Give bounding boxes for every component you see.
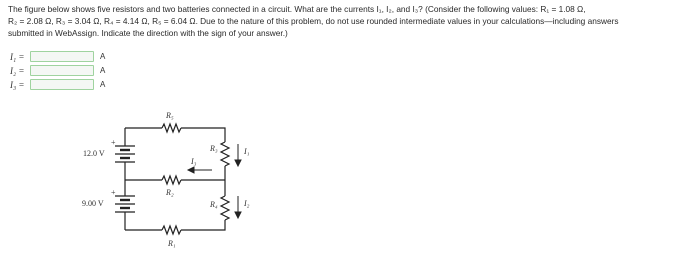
problem-statement xyxy=(8,3,692,40)
answer-input-i1[interactable] xyxy=(30,51,94,62)
problem-line-3: submitted in WebAssign. Indicate the direction with the sign of your answer.) xyxy=(8,28,288,39)
problem-line-1: The figure below shows five resistors and two batteries connected in a circuit. What are the currents I₁, I₂, and I₃? (Consider the following values: R₁ = 1.08 Ω, xyxy=(8,4,586,14)
resistor-r5 xyxy=(162,124,181,132)
resistor-r1 xyxy=(162,226,181,234)
label-r3: R₃ xyxy=(210,144,218,153)
label-i1: I₁ xyxy=(244,147,250,156)
answer-row-i3 xyxy=(10,78,105,91)
problem-line-2: R₂ = 2.08 Ω, R₃ = 3.04 Ω, R₄ = 4.14 Ω, R₅ = 6.04 Ω. Due to the nature of this problem, do not use rounded intermediate values in your calculations—including answers xyxy=(8,16,619,27)
label-r2: R₂ xyxy=(166,188,174,197)
answer-fields xyxy=(10,50,105,92)
arrow-head-i1 xyxy=(235,160,241,166)
wire xyxy=(181,128,225,142)
answer-input-i2[interactable] xyxy=(30,65,94,76)
answer-input-i3[interactable] xyxy=(30,79,94,90)
circuit-diagram xyxy=(70,100,270,252)
answer-label-i3: I₃ = xyxy=(10,79,25,90)
label-i3: I₃ xyxy=(191,157,197,166)
wire xyxy=(181,220,225,230)
label-r4: R₄ xyxy=(210,200,218,209)
answer-row-i1 xyxy=(10,50,105,63)
arrow-head-i2 xyxy=(235,212,241,218)
resistor-r2 xyxy=(162,176,181,184)
answer-label-i2: I₂ = xyxy=(10,65,25,76)
battery-12v xyxy=(115,146,135,162)
battery-label-9v: 9.00 V xyxy=(82,199,104,208)
answer-label-i1: I₁ = xyxy=(10,51,25,62)
battery-label-12v: 12.0 V xyxy=(83,149,105,158)
resistor-r4 xyxy=(221,196,229,220)
battery-9v xyxy=(115,196,135,212)
answer-unit-i1: A xyxy=(100,52,106,61)
label-r1: R₁ xyxy=(168,239,176,248)
plus-sign-bottom: + xyxy=(111,188,116,197)
label-i2: I₂ xyxy=(244,199,250,208)
answer-row-i2 xyxy=(10,64,105,77)
arrow-head-i3 xyxy=(188,167,194,173)
answer-unit-i2: A xyxy=(100,66,106,75)
answer-unit-i3: A xyxy=(100,80,106,89)
label-r5: R₅ xyxy=(166,111,174,120)
resistor-r3 xyxy=(221,142,229,166)
plus-sign-top: + xyxy=(111,138,116,147)
